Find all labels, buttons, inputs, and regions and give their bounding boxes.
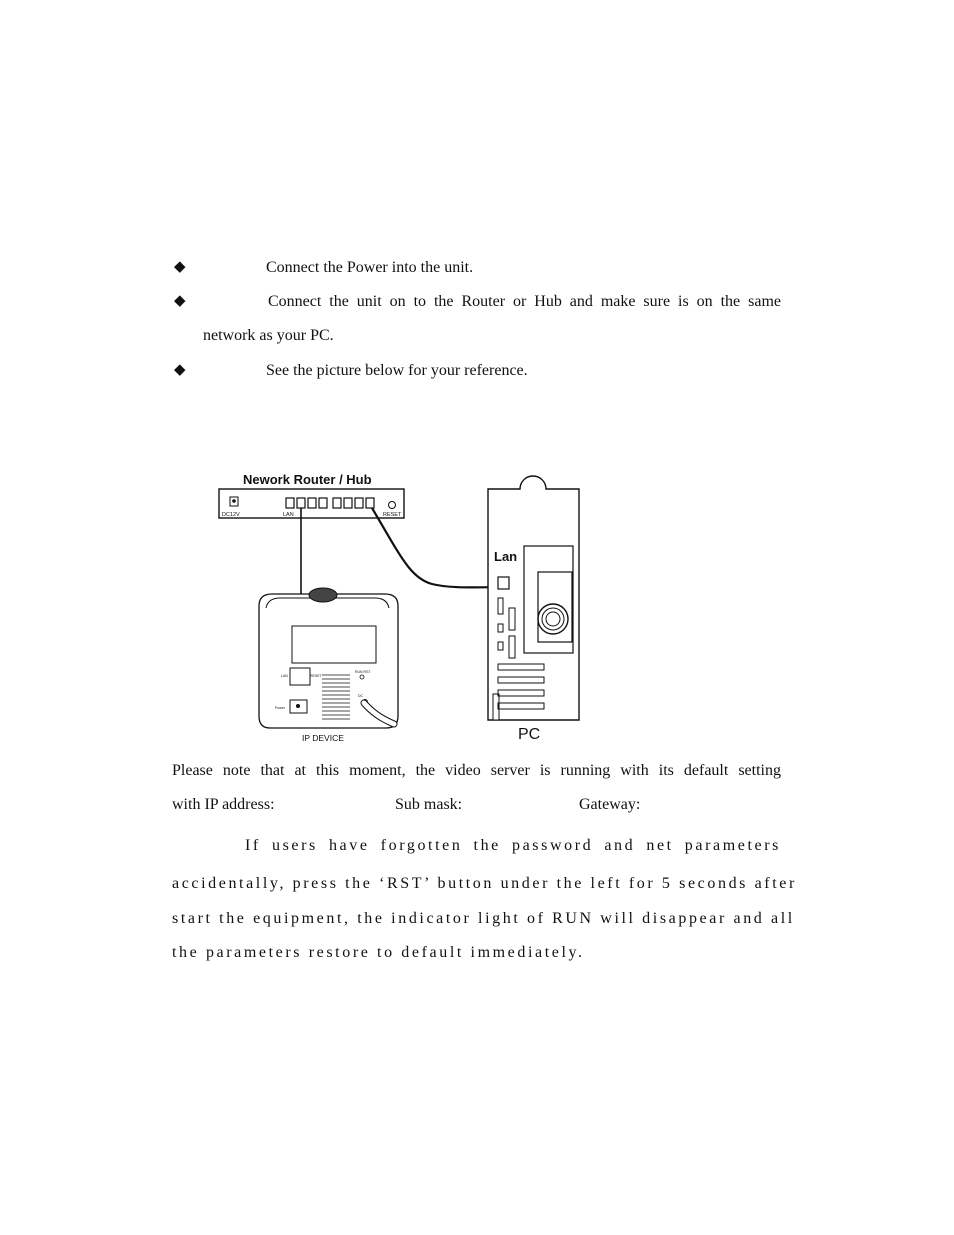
note-line: Please note that at this moment, the video server is running with its default setting	[172, 762, 781, 779]
router-lan-label: LAN	[283, 512, 294, 518]
reset-line-3: start the equipment, the indicator light of RUN will disappear and all	[172, 910, 795, 927]
reset-line-4: the parameters restore to default immediately.	[172, 944, 585, 961]
bullet-text-reference: See the picture below for your reference.	[266, 362, 528, 379]
device-lan-label: LAN	[281, 674, 288, 678]
pc-label: PC	[518, 726, 541, 743]
sub-mask-label: Sub mask:	[395, 796, 463, 813]
diamond-bullet-icon: ◆	[174, 293, 186, 309]
reset-line-1: If users have forgotten the password and net parameters	[245, 837, 781, 854]
router-reset-label: RESET	[383, 512, 402, 518]
diamond-bullet-icon: ◆	[174, 259, 186, 275]
device-dc-label: DC	[358, 694, 364, 698]
pc-lan-label: Lan	[494, 549, 518, 564]
ip-device-label: IP DEVICE	[302, 733, 344, 743]
ip-device	[259, 588, 398, 743]
device-power-label: Power	[275, 706, 285, 710]
bullet-text-power: Connect the Power into the unit.	[266, 259, 474, 276]
pc-lan-port	[498, 577, 509, 589]
pc-cable	[372, 508, 506, 587]
pc-tower	[488, 476, 579, 743]
bullet-text-router: Connect the unit on to the Router or Hub and make sure is on the same	[268, 293, 781, 310]
router-hub	[219, 472, 404, 518]
ip-address-label: with IP address:	[172, 796, 275, 813]
router-dc-label: DC12V	[222, 512, 240, 518]
router-title: Nework Router / Hub	[243, 472, 372, 487]
device-reset-label: RESET	[310, 674, 322, 678]
device-run-label: RUN RST	[355, 670, 371, 674]
device-mount-icon	[309, 588, 337, 602]
gateway-label: Gateway:	[579, 796, 641, 813]
diamond-bullet-icon: ◆	[174, 362, 186, 378]
bullet-text-router-continued: network as your PC.	[203, 327, 334, 344]
reset-line-2: accidentally, press the ‘RST’ button under the left for 5 seconds after	[172, 875, 797, 892]
